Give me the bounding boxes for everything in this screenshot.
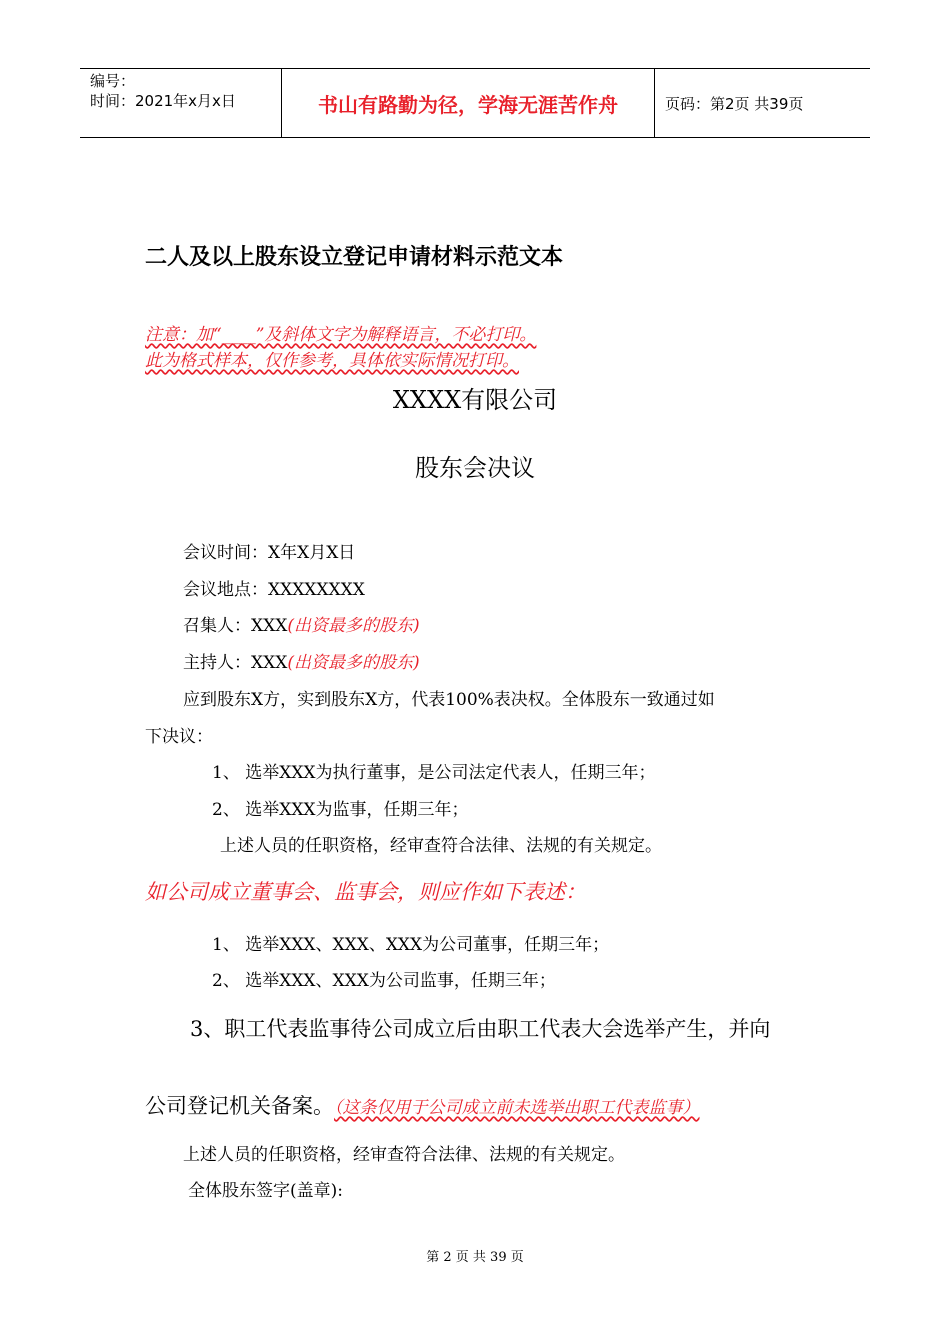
meeting-place: 会议地点：XXXXXXXX — [183, 580, 365, 600]
header-page-info: 页码：第2页 共39页 — [665, 94, 804, 113]
page-footer: 第 2 页 共 39 页 — [426, 1250, 524, 1265]
board-note: 如公司成立董事会、监事会，则应作如下表述： — [145, 880, 586, 904]
header-table — [80, 68, 870, 138]
resolution-title: 股东会决议 — [415, 454, 535, 482]
note-line-1: 注意：加“____”及斜体文字为解释语言，不必打印。 — [145, 325, 537, 345]
board-item-3-note: （这条仅用于公司成立前未选举出职工代表监事） — [334, 1098, 700, 1118]
convener-note: (出资最多的股东) — [287, 616, 420, 636]
qualification-line-1: 上述人员的任职资格，经审查符合法律、法规的有关规定。 — [220, 836, 662, 856]
board-item-3-line-2 — [145, 1090, 700, 1120]
header-meta-cell — [80, 69, 282, 137]
host-note: (出资最多的股东) — [287, 653, 420, 673]
meeting-time: 会议时间：X年X月X日 — [183, 543, 356, 563]
host-label: 主持人：XXX — [183, 653, 288, 673]
header-motto: 书山有路勤为径，学海无涯苦作舟 — [282, 69, 655, 137]
qualification-line-2: 上述人员的任职资格，经审查符合法律、法规的有关规定。 — [183, 1145, 625, 1165]
resolution-item-2: 2、 选举XXX为监事，任期三年； — [212, 800, 469, 820]
attendance-line-2: 下决议： — [145, 727, 213, 747]
company-name: XXXX有限公司 — [392, 386, 558, 414]
host — [183, 648, 420, 673]
attendance-line-1: 应到股东X方，实到股东X方，代表100%表决权。全体股东一致通过如 — [183, 690, 715, 710]
time-label: 时间：2021年x月x日 — [90, 92, 236, 110]
note-line-2: 此为格式样本，仅作参考，具体依实际情况打印。 — [145, 351, 519, 371]
number-label: 编号： — [90, 72, 136, 90]
board-item-3-line-1: 3、职工代表监事待公司成立后由职工代表大会选举产生，并向 — [190, 1017, 771, 1041]
board-item-1: 1、 选举XXX、XXX、XXX为公司董事，任期三年； — [212, 935, 610, 955]
convener — [183, 611, 420, 636]
document-title: 二人及以上股东设立登记申请材料示范文本 — [145, 245, 564, 270]
resolution-item-1: 1、 选举XXX为执行董事，是公司法定代表人，任期三年； — [212, 763, 656, 783]
convener-label: 召集人：XXX — [183, 616, 288, 636]
board-item-3-text: 公司登记机关备案。 — [145, 1094, 334, 1118]
board-item-2: 2、 选举XXX、XXX为公司监事，任期三年； — [212, 971, 556, 991]
signature-label: 全体股东签字(盖章): — [188, 1181, 343, 1201]
